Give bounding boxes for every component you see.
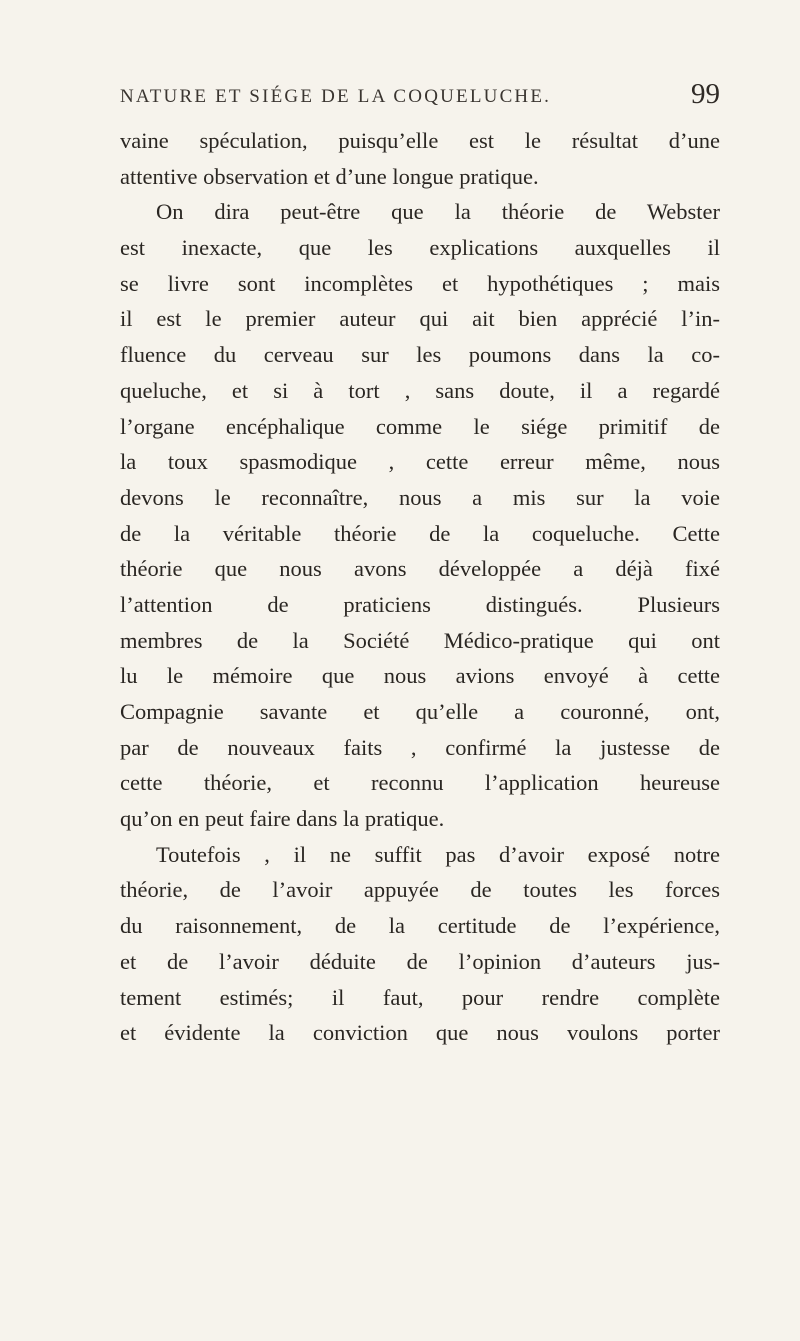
page-header xyxy=(120,78,720,118)
text-line: et de l’avoir déduite de l’opinion d’auteurs jus- xyxy=(120,948,720,974)
text-line: du raisonnement, de la certitude de l’expérience, xyxy=(120,913,720,939)
text-line: membres de la Société Médico-pratique qui ont xyxy=(120,627,720,653)
text-line: lu le mémoire que nous avions envoyé à cette xyxy=(120,663,720,689)
text-line: est inexacte, que les explications auxquelles il xyxy=(120,235,720,261)
text-line: tement estimés; il faut, pour rendre complète xyxy=(120,984,720,1010)
text-line: qu’on en peut faire dans la pratique. xyxy=(120,806,445,832)
text-line: On dira peut-être que la théorie de Webster xyxy=(156,199,720,225)
text-line: Toutefois , il ne suffit pas d’avoir exposé notre xyxy=(156,841,720,867)
text-line: vaine spéculation, puisqu’elle est le résultat d’une xyxy=(120,128,720,153)
text-line: l’attention de praticiens distingués. Plusieurs xyxy=(120,591,720,617)
body-text xyxy=(120,123,720,1051)
text-line: attentive observation et d’une longue pratique. xyxy=(120,163,539,189)
text-line: queluche, et si à tort , sans doute, il a regardé xyxy=(120,377,720,403)
text-line: l’organe encéphalique comme le siége primitif de xyxy=(120,413,720,439)
text-line: Compagnie savante et qu’elle a couronné, ont, xyxy=(120,699,720,724)
text-line: la toux spasmodique , cette erreur même, nous xyxy=(120,449,720,475)
text-line: théorie que nous avons développée a déjà fixé xyxy=(120,556,720,582)
page-number: 99 xyxy=(691,78,720,110)
text-line: et évidente la conviction que nous voulons porter xyxy=(120,1020,720,1046)
text-line: il est le premier auteur qui ait bien apprécié l’in- xyxy=(120,306,720,332)
running-title: NATURE ET SIÉGE DE LA COQUELUCHE. xyxy=(120,86,552,107)
text-line: de la véritable théorie de la coqueluche. Cette xyxy=(120,520,720,546)
text-line: par de nouveaux faits , confirmé la justesse de xyxy=(120,734,720,760)
text-line: fluence du cerveau sur les poumons dans la co- xyxy=(120,342,720,368)
text-line: devons le reconnaître, nous a mis sur la voie xyxy=(120,484,720,510)
text-line: théorie, de l’avoir appuyée de toutes les forces xyxy=(120,877,720,903)
text-line: cette théorie, et reconnu l’application heureuse xyxy=(120,770,720,796)
text-line: se livre sont incomplètes et hypothétiques ; mais xyxy=(120,270,720,296)
